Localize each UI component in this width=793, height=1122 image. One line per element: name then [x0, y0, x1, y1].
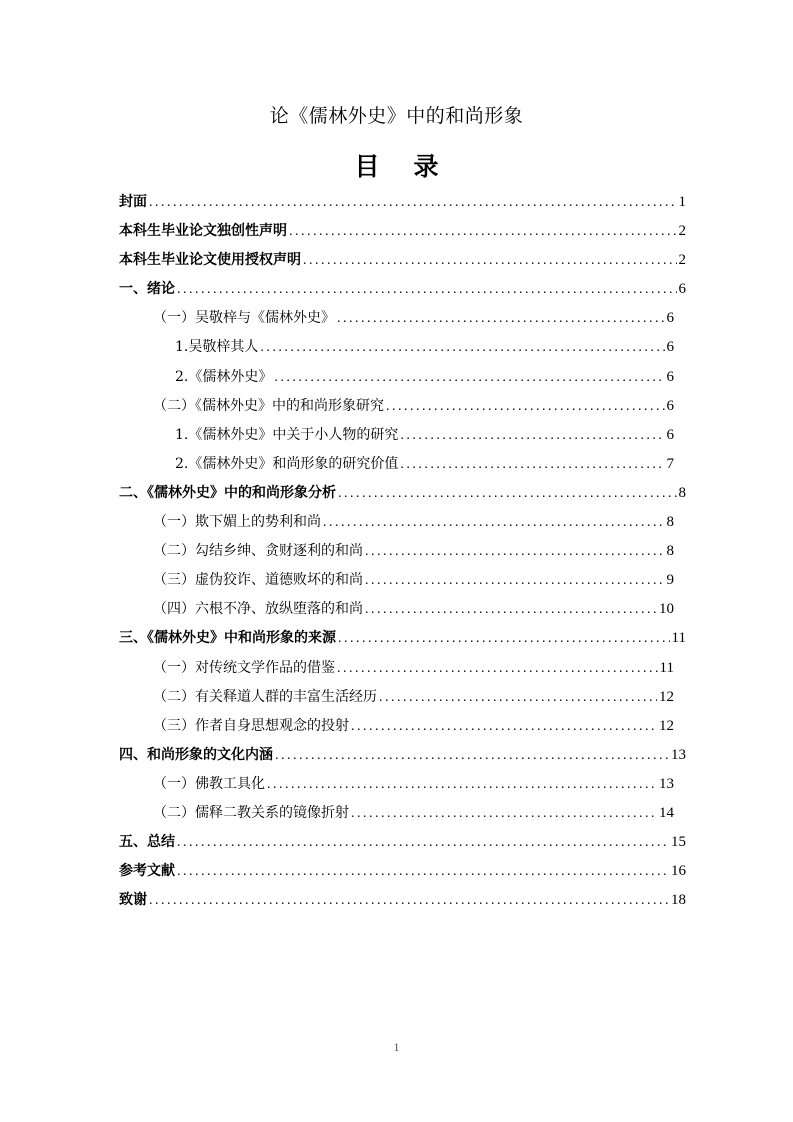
toc-entry-section-2-4[interactable] — [119, 595, 686, 624]
toc-entry-page: 10 — [659, 601, 674, 618]
toc-entry-label: 封面 — [119, 194, 147, 210]
toc-entry-page: 18 — [671, 892, 686, 909]
dot-leader — [323, 508, 665, 537]
toc-entry-label: （一）对传统文学作品的借鉴 — [153, 659, 335, 676]
toc-entry-page: 2 — [678, 223, 686, 240]
toc-entry-label: 五、总结 — [119, 834, 175, 851]
toc-entry-section-3-3[interactable] — [119, 712, 686, 741]
dot-leader — [337, 304, 665, 333]
toc-entry-page: 13 — [659, 775, 674, 792]
toc-entry-originality-statement[interactable] — [119, 217, 686, 246]
toc-heading — [0, 150, 793, 184]
toc-entry-page: 12 — [659, 717, 674, 734]
dot-leader — [379, 683, 657, 712]
toc-entry-label: （一）佛教工具化 — [153, 775, 265, 792]
toc-entry-page: 1 — [678, 194, 686, 210]
toc-entry-page: 6 — [666, 339, 674, 356]
toc-entry-label: 1.吴敬梓其人 — [175, 339, 259, 356]
dot-leader — [400, 450, 664, 479]
toc-entry-section-3-1[interactable] — [119, 654, 686, 683]
toc-entry-page: 13 — [671, 746, 686, 763]
toc-heading-char-2: 录 — [413, 152, 439, 181]
toc-entry-page: 15 — [671, 834, 686, 851]
toc-entry-label: （三）虚伪狡诈、道德败坏的和尚 — [153, 572, 363, 589]
toc-entry-label: 三、《儒林外史》中和尚形象的来源 — [119, 630, 336, 647]
toc-entry-chapter-4[interactable] — [119, 741, 686, 770]
dot-leader — [351, 799, 657, 828]
toc-entry-page: 2 — [678, 252, 686, 269]
toc-entry-label: （二）有关释道人群的丰富生活经历 — [153, 688, 377, 705]
footer-page-number: 1 — [393, 1040, 400, 1054]
toc-entry-page: 8 — [666, 514, 674, 531]
dot-leader — [338, 624, 670, 653]
toc-entry-section-1-2-2[interactable] — [119, 450, 686, 479]
toc-entry-chapter-3[interactable] — [119, 624, 686, 653]
toc-entry-chapter-2[interactable] — [119, 479, 686, 508]
toc-entry-cover[interactable] — [119, 188, 686, 217]
dot-leader — [303, 246, 677, 275]
dot-leader — [177, 857, 669, 886]
toc-entry-section-2-2[interactable] — [119, 537, 686, 566]
toc-entry-label: （一）欺下媚上的势利和尚 — [153, 514, 321, 531]
toc-entry-label: 1.《儒林外史》中关于小人物的研究 — [175, 426, 399, 443]
toc-entry-label: 致谢 — [119, 892, 147, 909]
toc-entry-page: 11 — [659, 659, 674, 676]
toc-entry-section-4-1[interactable] — [119, 770, 686, 799]
toc-entry-section-3-2[interactable] — [119, 683, 686, 712]
document-title: 论《儒林外史》中的和尚形象 — [269, 105, 524, 127]
toc-entry-page: 12 — [659, 688, 674, 705]
toc-entry-label: 本科生毕业论文使用授权声明 — [119, 252, 301, 269]
toc-heading-char-1: 目 — [354, 152, 380, 181]
toc-entry-label: （三）作者自身思想观念的投射 — [153, 717, 349, 734]
toc-entry-label: 2.《儒林外史》和尚形象的研究价值 — [175, 455, 399, 472]
dot-leader — [275, 741, 669, 770]
toc-entry-section-4-2[interactable] — [119, 799, 686, 828]
toc-entry-page: 14 — [659, 804, 674, 821]
dot-leader — [365, 595, 657, 624]
dot-leader — [149, 188, 677, 217]
toc-entry-label: 本科生毕业论文独创性声明 — [119, 223, 287, 240]
toc-entry-label: 2.《儒林外史》 — [175, 368, 273, 385]
toc-entry-section-2-1[interactable] — [119, 508, 686, 537]
table-of-contents — [119, 188, 686, 915]
toc-entry-page: 16 — [671, 863, 686, 880]
toc-entry-introduction[interactable] — [119, 275, 686, 304]
dot-leader — [365, 537, 665, 566]
toc-entry-label: （一）吴敬梓与《儒林外史》 — [153, 310, 335, 327]
toc-entry-section-2-3[interactable] — [119, 566, 686, 595]
toc-entry-page: 9 — [666, 572, 674, 589]
toc-entry-section-1-1-1[interactable] — [119, 333, 686, 362]
dot-leader — [337, 654, 658, 683]
toc-entry-page: 6 — [666, 368, 674, 385]
toc-entry-references[interactable] — [119, 857, 686, 886]
dot-leader — [177, 275, 677, 304]
toc-entry-section-1-2-1[interactable] — [119, 421, 686, 450]
toc-entry-label: 二、《儒林外史》中的和尚形象分析 — [119, 484, 336, 501]
toc-entry-page: 6 — [666, 397, 674, 414]
toc-entry-conclusion[interactable] — [119, 828, 686, 857]
toc-entry-page: 6 — [678, 281, 686, 298]
dot-leader — [400, 421, 664, 450]
toc-entry-page: 7 — [666, 455, 674, 472]
toc-entry-page: 8 — [666, 543, 674, 560]
dot-leader — [351, 712, 657, 741]
toc-entry-authorization-statement[interactable] — [119, 246, 686, 275]
toc-entry-page: 8 — [678, 484, 686, 501]
toc-entry-section-1-2[interactable] — [119, 392, 686, 421]
dot-leader — [267, 770, 657, 799]
toc-entry-label: （二）勾结乡绅、贪财逐利的和尚 — [153, 543, 363, 560]
dot-leader — [289, 217, 677, 246]
toc-entry-label: （四）六根不净、放纵堕落的和尚 — [153, 601, 363, 618]
dot-leader — [149, 886, 669, 915]
toc-entry-acknowledgements[interactable] — [119, 886, 686, 915]
dot-leader — [338, 479, 677, 508]
toc-entry-label: 一、绪论 — [119, 281, 175, 298]
toc-entry-label: 参考文献 — [119, 863, 175, 880]
dot-leader — [386, 392, 665, 421]
toc-entry-page: 11 — [671, 630, 686, 647]
toc-entry-section-1-1-2[interactable] — [119, 363, 686, 392]
dot-leader — [260, 333, 664, 362]
toc-entry-label: 四、和尚形象的文化内涵 — [119, 746, 273, 763]
toc-entry-section-1-1[interactable] — [119, 304, 686, 333]
toc-entry-label: （二）《儒林外史》中的和尚形象研究 — [153, 397, 384, 414]
dot-leader — [274, 363, 664, 392]
toc-entry-label: （二）儒释二教关系的镜像折射 — [153, 804, 349, 821]
toc-entry-page: 6 — [666, 426, 674, 443]
dot-leader — [365, 566, 665, 595]
dot-leader — [177, 828, 669, 857]
toc-entry-page: 6 — [666, 310, 674, 327]
